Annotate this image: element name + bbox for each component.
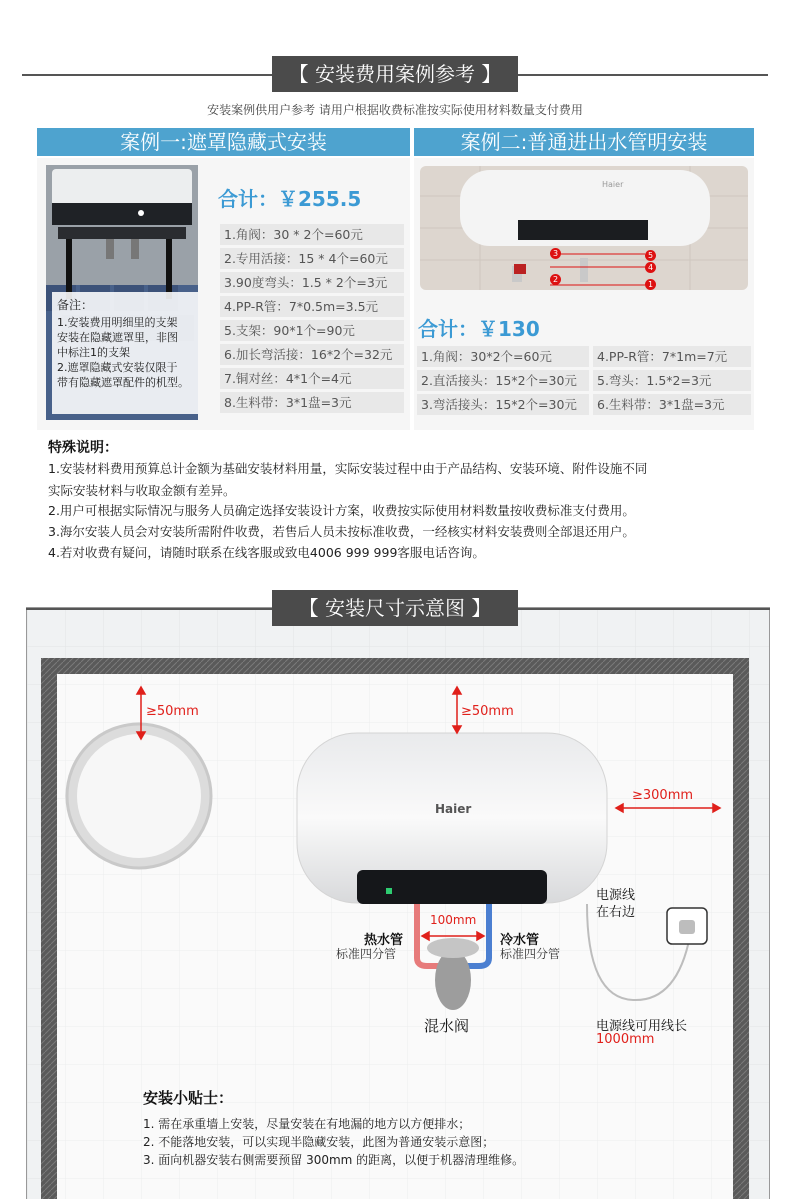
section2-title: 【 安装尺寸示意图 】 — [272, 590, 518, 626]
mixer-label: 混水阀 — [424, 1017, 470, 1035]
case1-item: 2.专用活接：15 * 4个=60元 — [220, 248, 404, 269]
case2-item: 2.直活接头：15*2个=30元 — [417, 370, 589, 391]
special-line: 2.用户可根据实际情况与服务人员确定选择安装设计方案，收费按实际使用材料数量按收费标准支付费用。 — [48, 503, 635, 518]
case1-item: 6.加长弯活接：16*2个=32元 — [220, 344, 404, 365]
special-title: 特殊说明： — [48, 440, 118, 456]
case1-item: 8.生料带：3*1盘=3元 — [220, 392, 404, 413]
case2-item: 1.角阀：30*2个=60元 — [417, 346, 589, 367]
special-line: 3.海尔安装人员会对安装所需附件收费，若售后人员未按标准收费，一经核实材料安装费则全部退还用户。 — [48, 524, 635, 539]
section2-rule-left — [26, 608, 272, 610]
dim-top-mid: ≥50mm — [461, 704, 514, 719]
case2-header: 案例二:普通进出水管明安装 — [414, 128, 754, 156]
cable-label: 电源线可用线长 — [596, 1019, 688, 1034]
case2-photo — [420, 166, 748, 290]
marker-2: 2 — [550, 274, 561, 285]
case1-item: 3.90度弯头：1.5 * 2个=3元 — [220, 272, 404, 293]
case2-item: 4.PP-R管：7*1m=7元 — [593, 346, 751, 367]
tank-brand: Haier — [435, 802, 472, 816]
cable-length: 1000mm — [596, 1032, 655, 1047]
case1-item: 1.角阀：30 * 2个=60元 — [220, 224, 404, 245]
power-side: 在右边 — [596, 905, 636, 920]
tip-line: 3. 面向机器安装右侧需要预留 300mm 的距离，以便于机器清理维修。 — [143, 1153, 525, 1167]
special-line: 4.若对收费有疑问，请随时联系在线客服或致电4006 999 999客服电话咨询。 — [48, 545, 485, 560]
case2-item: 5.弯头：1.5*2=3元 — [593, 370, 751, 391]
cold-pipe-label: 冷水管 — [500, 933, 540, 948]
section1-subtitle: 安装案例供用户参考 请用户根据收费标准按实际使用材料数量支付费用 — [207, 103, 583, 117]
case2-total: 合计：￥130 — [418, 317, 540, 341]
section1-rule-right — [518, 74, 768, 76]
special-line: 实际安装材料与收取金额有差异。 — [48, 483, 236, 498]
case1-note-line: 带有隐藏遮罩配件的机型。 — [57, 376, 189, 389]
case1-note-line: 2.遮罩隐藏式安装仅限于 — [57, 361, 178, 374]
hot-pipe-label: 热水管 — [364, 933, 404, 948]
section1-title: 【 安装费用案例参考 】 — [272, 56, 518, 92]
tip-line: 2. 不能落地安装，可以实现半隐藏安装，此图为普通安装示意图； — [143, 1135, 495, 1149]
case1-item: 5.支架：90*1个=90元 — [220, 320, 404, 341]
marker-4: 4 — [645, 262, 656, 273]
case1-total: 合计：￥255.5 — [218, 187, 362, 211]
hot-pipe-std: 标准四分管 — [336, 947, 397, 961]
marker-5: 5 — [645, 250, 656, 261]
special-line: 1.安装材料费用预算总计金额为基础安装材料用量，实际安装过程中由于产品结构、安装环境、附件设施不同 — [48, 461, 648, 476]
marker-1: 1 — [645, 279, 656, 290]
power-label: 电源线 — [596, 888, 636, 903]
case1-note-title: 备注： — [57, 298, 94, 312]
case1-note-line: 安装在隐藏遮罩里，非图 — [57, 331, 178, 344]
section1-rule-left — [22, 74, 272, 76]
dim-top-left: ≥50mm — [146, 704, 199, 719]
case2-item: 6.生料带：3*1盘=3元 — [593, 394, 751, 415]
cold-pipe-std: 标准四分管 — [500, 947, 561, 961]
dim-pipes: 100mm — [430, 913, 477, 927]
diagram-frame — [26, 607, 770, 1199]
dim-right: ≥300mm — [632, 788, 694, 803]
tip-line: 1. 需在承重墙上安装，尽量安装在有地漏的地方以方便排水； — [143, 1117, 471, 1131]
case1-header: 案例一:遮罩隐藏式安装 — [37, 128, 410, 156]
case1-note-line: 中标注1的支架 — [57, 346, 130, 359]
case1-item: 4.PP-R管：7*0.5m=3.5元 — [220, 296, 404, 317]
case2-brand: Haier — [602, 180, 624, 189]
case2-item: 3.弯活接头：15*2个=30元 — [417, 394, 589, 415]
case1-item: 7.铜对丝：4*1个=4元 — [220, 368, 404, 389]
marker-3: 3 — [550, 248, 561, 259]
case1-note-line: 1.安装费用明细里的支架 — [57, 316, 178, 329]
section2-rule-right — [518, 608, 770, 610]
tips-title: 安装小贴士： — [143, 1089, 234, 1107]
case1-note-box — [52, 292, 198, 414]
